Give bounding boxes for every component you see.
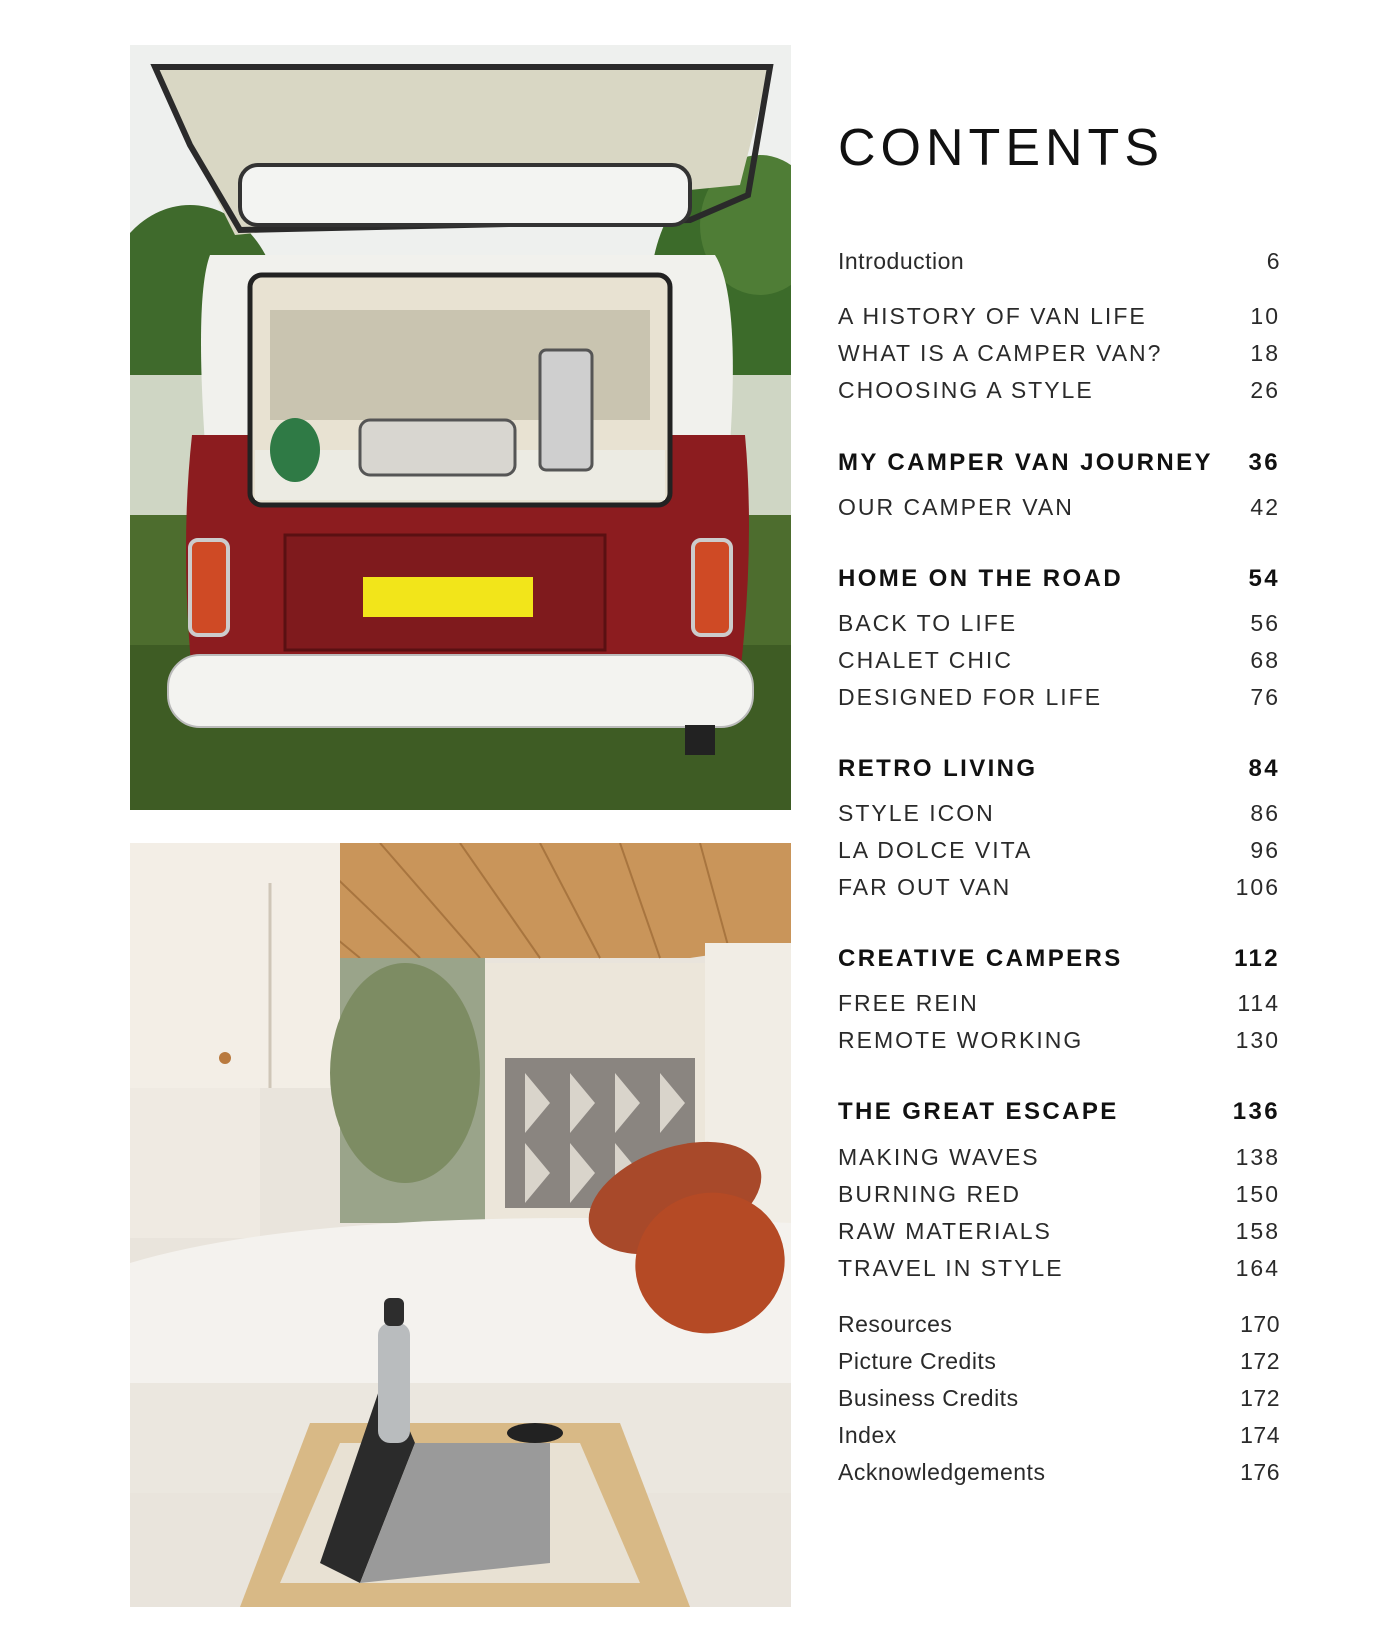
- toc-entry-title: BURNING RED: [838, 1181, 1022, 1207]
- toc-entry[interactable]: [838, 832, 1280, 868]
- toc-entry[interactable]: [838, 679, 1280, 715]
- toc-entry-end-matter[interactable]: [838, 1380, 1280, 1416]
- toc-entry[interactable]: [838, 335, 1280, 371]
- toc-entry-end-matter[interactable]: [838, 1417, 1280, 1453]
- toc-entry[interactable]: [838, 642, 1280, 678]
- toc-entry-end-matter[interactable]: [838, 1454, 1280, 1490]
- toc-section-page: 36: [1248, 449, 1280, 476]
- toc-section-page: 136: [1232, 1098, 1280, 1125]
- toc-entry-page: 96: [1250, 837, 1280, 863]
- toc-entry-page: 76: [1250, 684, 1280, 710]
- toc-entry-page: 10: [1250, 303, 1280, 329]
- toc-entry-page: 172: [1240, 1348, 1280, 1374]
- toc-entry[interactable]: [838, 1213, 1280, 1249]
- toc-entry-page: 130: [1235, 1027, 1280, 1053]
- toc-section-heading[interactable]: [838, 751, 1280, 787]
- toc-entry-title: Picture Credits: [838, 1348, 997, 1374]
- toc-entry-page: 172: [1240, 1385, 1280, 1411]
- toc-entry[interactable]: [838, 1176, 1280, 1212]
- toc-entry-page: 56: [1250, 610, 1280, 636]
- toc-section-page: 84: [1248, 755, 1280, 782]
- toc-entry-page: 6: [1266, 248, 1280, 274]
- photo-camper-van-rear: [130, 45, 791, 810]
- toc-section-title: RETRO LIVING: [838, 755, 1038, 782]
- toc-entry-title: CHALET CHIC: [838, 647, 1013, 673]
- toc-entry-title: RAW MATERIALS: [838, 1218, 1052, 1244]
- toc-section-title: CREATIVE CAMPERS: [838, 945, 1123, 972]
- toc-entry-title: Introduction: [838, 248, 965, 274]
- toc-entry[interactable]: [838, 489, 1280, 525]
- toc-entry-page: 106: [1235, 874, 1280, 900]
- toc-entry-title: Index: [838, 1422, 897, 1448]
- toc-entry-title: LA DOLCE VITA: [838, 837, 1033, 863]
- toc-entry-title: CHOOSING A STYLE: [838, 377, 1094, 403]
- toc-entry[interactable]: [838, 869, 1280, 905]
- toc-entry-title: FAR OUT VAN: [838, 874, 1012, 900]
- toc-section-title: THE GREAT ESCAPE: [838, 1098, 1119, 1125]
- toc-section-title: MY CAMPER VAN JOURNEY: [838, 449, 1213, 476]
- toc-entry-introduction[interactable]: [838, 243, 1280, 279]
- toc-entry-title: MAKING WAVES: [838, 1144, 1040, 1170]
- toc-entry-page: 158: [1235, 1218, 1280, 1244]
- toc-entry-title: WHAT IS A CAMPER VAN?: [838, 340, 1163, 366]
- toc-entry[interactable]: [838, 985, 1280, 1021]
- toc-entry-page: 164: [1235, 1255, 1280, 1281]
- toc-entry-page: 176: [1240, 1459, 1280, 1485]
- toc-section-heading[interactable]: [838, 445, 1280, 481]
- toc-entry-title: REMOTE WORKING: [838, 1027, 1084, 1053]
- toc-entry-page: 26: [1250, 377, 1280, 403]
- toc-entry-page: 138: [1235, 1144, 1280, 1170]
- toc-entry-page: 114: [1237, 990, 1280, 1016]
- page-title: CONTENTS: [838, 119, 1164, 177]
- toc-entry[interactable]: [838, 1139, 1280, 1175]
- toc-entry-title: STYLE ICON: [838, 800, 995, 826]
- toc-entry-title: TRAVEL IN STYLE: [838, 1255, 1064, 1281]
- toc-section-heading[interactable]: [838, 941, 1280, 977]
- toc-entry-page: 18: [1250, 340, 1280, 366]
- toc-entry[interactable]: [838, 795, 1280, 831]
- toc-entry-title: OUR CAMPER VAN: [838, 494, 1074, 520]
- toc-entry-title: Resources: [838, 1311, 953, 1337]
- toc-entry-title: Acknowledgements: [838, 1459, 1046, 1485]
- toc-section-title: HOME ON THE ROAD: [838, 565, 1124, 592]
- toc-entry[interactable]: [838, 1022, 1280, 1058]
- toc-entry-end-matter[interactable]: [838, 1343, 1280, 1379]
- toc-entry-end-matter[interactable]: [838, 1306, 1280, 1342]
- toc-section-heading[interactable]: [838, 1094, 1280, 1130]
- toc-entry[interactable]: [838, 372, 1280, 408]
- toc-entry-title: FREE REIN: [838, 990, 979, 1016]
- toc-section-page: 112: [1234, 945, 1280, 972]
- toc-entry-title: DESIGNED FOR LIFE: [838, 684, 1103, 710]
- toc-entry[interactable]: [838, 605, 1280, 641]
- toc-entry-page: 174: [1240, 1422, 1280, 1448]
- toc-entry-page: 170: [1240, 1311, 1280, 1337]
- toc-entry-page: 68: [1250, 647, 1280, 673]
- toc-entry-page: 150: [1235, 1181, 1280, 1207]
- toc-entry-page: 42: [1250, 494, 1280, 520]
- photo-van-interior: [130, 843, 791, 1607]
- toc-entry[interactable]: [838, 298, 1280, 334]
- toc-entry-title: Business Credits: [838, 1385, 1019, 1411]
- toc-section-heading[interactable]: [838, 561, 1280, 597]
- toc-entry-title: BACK TO LIFE: [838, 610, 1018, 636]
- toc-entry[interactable]: [838, 1250, 1280, 1286]
- toc-entry-title: A HISTORY OF VAN LIFE: [838, 303, 1147, 329]
- toc-entry-page: 86: [1250, 800, 1280, 826]
- toc-section-page: 54: [1248, 565, 1280, 592]
